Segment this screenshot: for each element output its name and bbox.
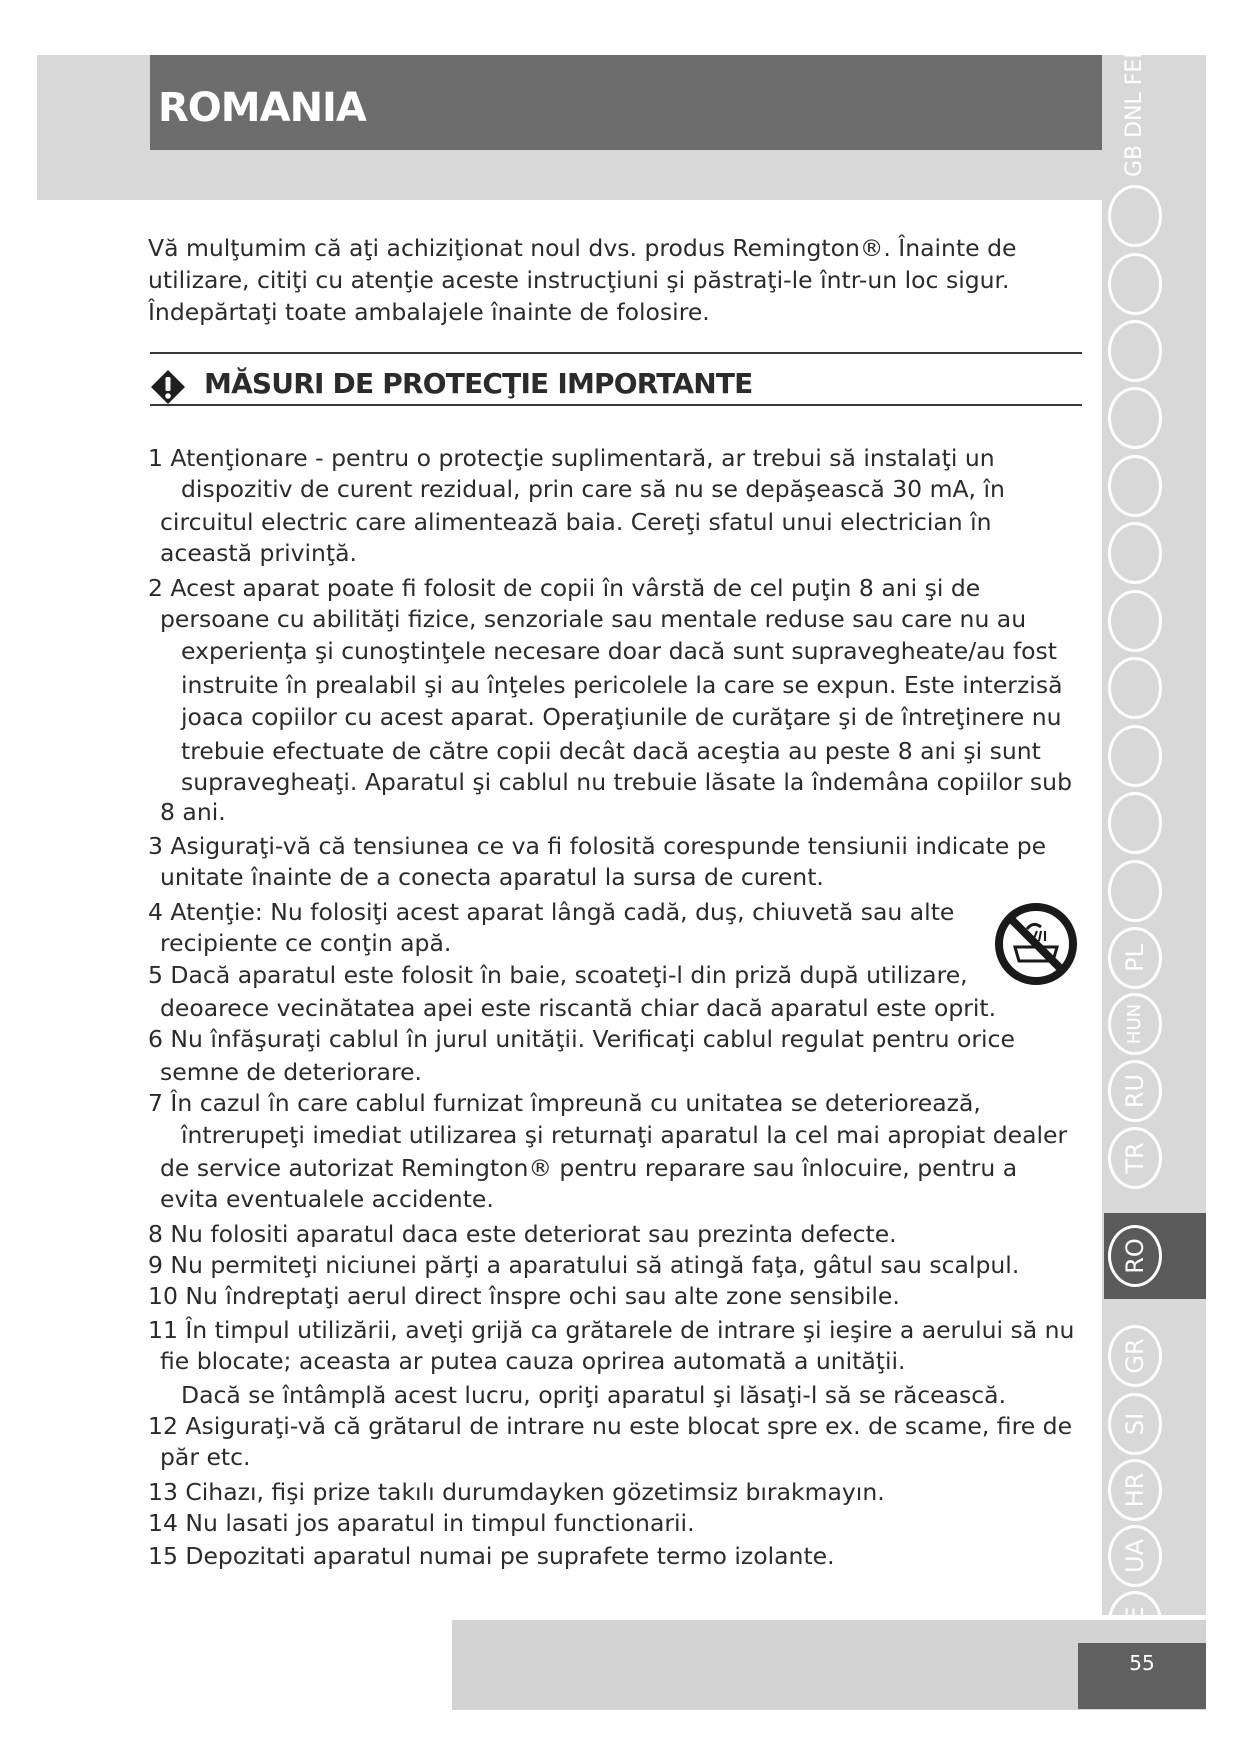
language-tab-label: GR [1121,1338,1149,1374]
language-tab-circle[interactable] [1108,253,1162,315]
section-rule-bottom [150,404,1082,406]
list-line: 13 Cihazı, fişi prize takılı durumdayken gözetimsiz bırakmayın. [148,1478,885,1506]
language-tab-circle[interactable] [1108,455,1162,517]
no-bathtub-icon [993,901,1079,987]
list-line: instruite în prealabil şi au înţeles pericolele la care se expun. Este interzisă [181,671,1063,699]
list-line: circuitul electric care alimentează baia. Cereţi sfatul unui electrician în [160,508,992,536]
language-tab-circle[interactable] [1108,590,1162,652]
list-line: Dacă se întâmplă acest lucru, opriţi aparatul şi lăsaţi-l să se răcească. [181,1381,1007,1409]
language-tab-circle[interactable] [1108,725,1162,787]
language-tab-gb-dnl-fei-d[interactable]: GB DNL FEI D [1122,28,1147,177]
list-line: 14 Nu lasati jos aparatul in timpul functionarii. [148,1509,695,1537]
language-tab-circle[interactable] [1108,522,1162,584]
intro-text [148,232,1088,328]
list-line: persoane cu abilităţi fizice, senzoriale sau mentale reduse sau care nu au [160,605,1027,633]
list-line: păr etc. [160,1443,251,1471]
language-tab-label: TR [1121,1142,1149,1174]
list-line: întrerupeţi imediat utilizarea şi returnaţi aparatul la cel mai apropiat dealer [181,1121,1068,1149]
list-line: supravegheaţi. Aparatul şi cablul nu trebuie lăsate la îndemâna copiilor sub [181,768,1072,796]
list-line: 5 Dacă aparatul este folosit în baie, scoateţi-l din priză după utilizare, [148,961,968,989]
list-line: experienţa şi cunoştinţele necesare doar dacă sunt supravegheate/au fost [181,637,1058,665]
language-tab-label: HUN [1124,1003,1145,1045]
list-line: 8 ani. [160,798,226,826]
language-tab-label: SI [1121,1412,1149,1436]
section-title: MĂSURI DE PROTECŢIE IMPORTANTE [204,367,753,400]
warning-icon [150,369,186,405]
list-line: 15 Depozitati aparatul numai pe suprafete termo izolante. [148,1542,835,1570]
list-line: de service autorizat Remington® pentru reparare sau înlocuire, pentru a [160,1154,1018,1182]
language-tab-circle[interactable] [1108,792,1162,854]
list-line: fie blocate; aceasta ar putea cauza oprirea automată a unităţii. [160,1347,906,1375]
list-line: 1 Atenţionare - pentru o protecţie suplimentară, ar trebui să instalaţi un [148,444,995,472]
list-line: semne de deteriorare. [160,1058,423,1086]
language-tab-label: HR [1121,1472,1149,1508]
language-tab-label: RO [1121,1238,1149,1274]
language-tab-circle[interactable] [1108,657,1162,719]
language-tab-circle[interactable] [1108,860,1162,922]
list-line: 8 Nu folositi aparatul daca este deteriorat sau prezinta defecte. [148,1220,897,1248]
list-line: 10 Nu îndreptaţi aerul direct înspre ochi sau alte zone sensibile. [148,1282,900,1310]
list-line: 4 Atenţie: Nu folosiţi acest aparat lângă cadă, duş, chiuvetă sau alte [148,898,955,926]
list-line: 2 Acest aparat poate fi folosit de copii în vârstă de cel puţin 8 ani şi de [148,574,981,602]
list-line: această privinţă. [160,539,358,567]
language-tab-label: RU [1121,1073,1149,1109]
list-line: 9 Nu permiteţi niciunei părţi a aparatului să atingă faţa, gâtul sau scalpul. [148,1251,1020,1279]
list-line: 6 Nu înfăşuraţi cablul în jurul unităţii. Verificaţi cablul regulat pentru orice [148,1025,1015,1053]
intro-line: Îndepărtaţi toate ambalajele înainte de folosire. [148,298,710,326]
list-line: dispozitiv de curent rezidual, prin care să nu se depăşească 30 mA, în [181,475,1005,503]
list-line: joaca copiilor cu acest aparat. Operaţiunile de curăţare şi de întreţinere nu [181,703,1062,731]
list-line: deoarece vecinătatea apei este riscantă chiar dacă aparatul este oprit. [160,994,997,1022]
page-number: 55 [1129,1651,1155,1675]
list-line: 7 În cazul în care cablul furnizat împreună cu unitatea se deteriorează, [148,1089,981,1117]
page-title: ROMANIA [158,85,366,131]
language-tab-circle[interactable] [1108,185,1162,247]
language-tab-circle[interactable] [1108,320,1162,382]
language-tab-label: UA [1121,1539,1149,1573]
list-line: recipiente ce conţin apă. [160,929,452,957]
list-line: trebuie efectuate de către copii decât dacă aceştia au peste 8 ani şi sunt [181,737,1041,765]
language-tab-label: PL [1121,944,1149,972]
list-line: unitate înainte de a conecta aparatul la sursa de curent. [160,863,824,891]
intro-line: Vă mulţumim că aţi achiziţionat noul dvs. produs Remington®. Înainte de [148,234,1017,262]
list-line: 3 Asiguraţi-vă că tensiunea ce va fi folosită corespunde tensiunii indicate pe [148,832,1047,860]
list-line: 11 În timpul utilizării, aveţi grijă ca grătarele de intrare şi ieşire a aerului să nu [148,1316,1075,1344]
intro-line: utilizare, citiţi cu atenţie aceste instrucţiuni şi păstraţi-le într-un loc sigur. [148,266,1010,294]
section-rule-top [150,352,1082,354]
language-tab-circle[interactable] [1108,387,1162,449]
list-line: 12 Asiguraţi-vă că grătarul de intrare nu este blocat spre ex. de scame, fire de [148,1412,1073,1440]
list-line: evita eventualele accidente. [160,1185,494,1213]
